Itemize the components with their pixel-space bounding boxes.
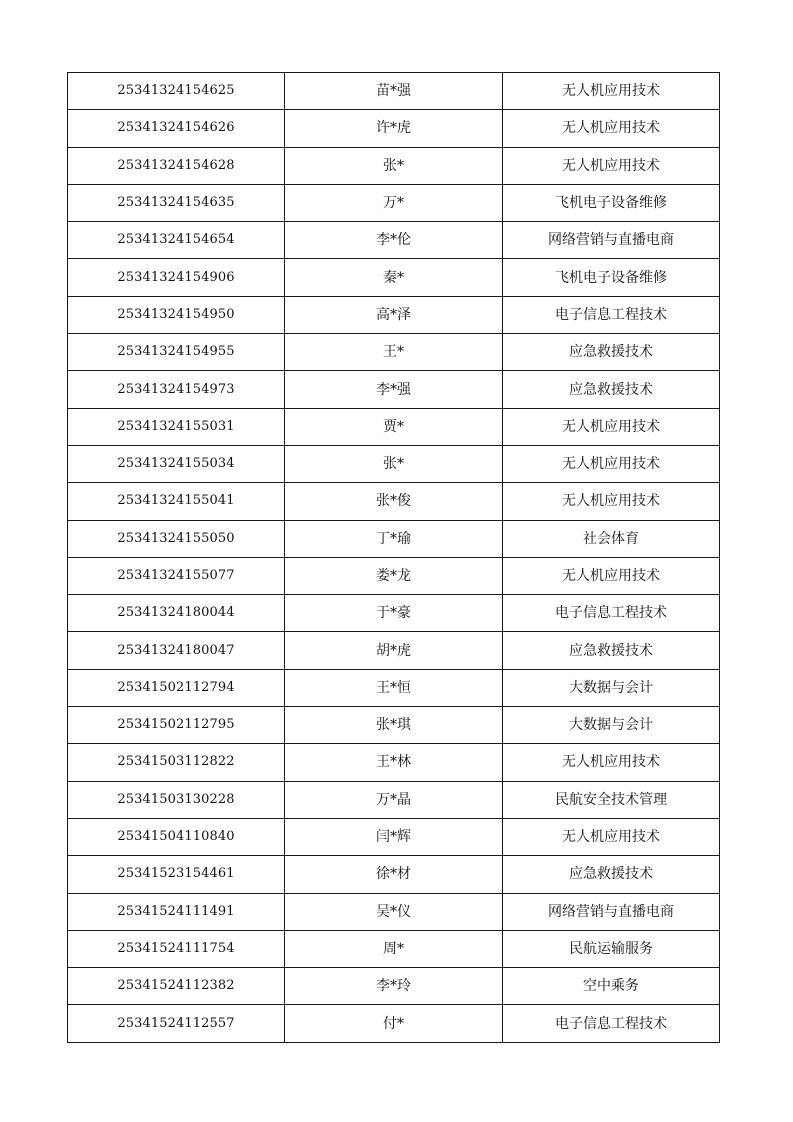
exam-number-cell: 25341324180044 [68, 595, 285, 632]
table-row [68, 781, 720, 818]
student-name-cell: 李*玲 [285, 968, 503, 1005]
table-row [68, 856, 720, 893]
student-name-cell: 王*林 [285, 744, 503, 781]
exam-number-cell: 25341324155050 [68, 520, 285, 557]
student-roster-table [67, 72, 720, 1043]
table-row [68, 73, 720, 110]
major-cell: 网络营销与直播电商 [503, 222, 720, 259]
student-name-cell: 吴*仪 [285, 893, 503, 930]
exam-number-cell: 25341324154973 [68, 371, 285, 408]
student-name-cell: 于*豪 [285, 595, 503, 632]
major-cell: 应急救援技术 [503, 371, 720, 408]
student-name-cell: 徐*材 [285, 856, 503, 893]
table-row [68, 147, 720, 184]
exam-number-cell: 25341324154654 [68, 222, 285, 259]
student-name-cell: 万*晶 [285, 781, 503, 818]
table-row [68, 707, 720, 744]
exam-number-cell: 25341524112557 [68, 1005, 285, 1042]
table-row [68, 632, 720, 669]
table-row [68, 893, 720, 930]
student-name-cell: 张*琪 [285, 707, 503, 744]
exam-number-cell: 25341502112794 [68, 669, 285, 706]
table-row [68, 744, 720, 781]
table-row [68, 184, 720, 221]
student-name-cell: 张* [285, 445, 503, 482]
exam-number-cell: 25341324154635 [68, 184, 285, 221]
roster-table-body [68, 73, 720, 1043]
student-name-cell: 苗*强 [285, 73, 503, 110]
exam-number-cell: 25341523154461 [68, 856, 285, 893]
major-cell: 电子信息工程技术 [503, 595, 720, 632]
student-name-cell: 王*恒 [285, 669, 503, 706]
exam-number-cell: 25341324155077 [68, 557, 285, 594]
exam-number-cell: 25341324155031 [68, 408, 285, 445]
exam-number-cell: 25341502112795 [68, 707, 285, 744]
major-cell: 无人机应用技术 [503, 744, 720, 781]
table-row [68, 296, 720, 333]
exam-number-cell: 25341524111754 [68, 930, 285, 967]
exam-number-cell: 25341324154950 [68, 296, 285, 333]
table-row [68, 968, 720, 1005]
table-row [68, 818, 720, 855]
major-cell: 无人机应用技术 [503, 147, 720, 184]
student-name-cell: 秦* [285, 259, 503, 296]
exam-number-cell: 25341503112822 [68, 744, 285, 781]
exam-number-cell: 25341324154628 [68, 147, 285, 184]
exam-number-cell: 25341324154625 [68, 73, 285, 110]
student-name-cell: 高*泽 [285, 296, 503, 333]
student-name-cell: 娄*龙 [285, 557, 503, 594]
exam-number-cell: 25341324155041 [68, 483, 285, 520]
major-cell: 电子信息工程技术 [503, 296, 720, 333]
table-row [68, 595, 720, 632]
major-cell: 飞机电子设备维修 [503, 184, 720, 221]
major-cell: 无人机应用技术 [503, 73, 720, 110]
table-row [68, 1005, 720, 1042]
exam-number-cell: 25341524111491 [68, 893, 285, 930]
table-row [68, 445, 720, 482]
major-cell: 无人机应用技术 [503, 408, 720, 445]
student-name-cell: 张*俊 [285, 483, 503, 520]
major-cell: 民航运输服务 [503, 930, 720, 967]
student-name-cell: 付* [285, 1005, 503, 1042]
exam-number-cell: 25341324154906 [68, 259, 285, 296]
student-name-cell: 胡*虎 [285, 632, 503, 669]
major-cell: 无人机应用技术 [503, 818, 720, 855]
table-row [68, 520, 720, 557]
exam-number-cell: 25341324180047 [68, 632, 285, 669]
major-cell: 无人机应用技术 [503, 483, 720, 520]
major-cell: 飞机电子设备维修 [503, 259, 720, 296]
table-row [68, 334, 720, 371]
major-cell: 应急救援技术 [503, 856, 720, 893]
student-name-cell: 万* [285, 184, 503, 221]
student-name-cell: 周* [285, 930, 503, 967]
table-row [68, 110, 720, 147]
student-name-cell: 许*虎 [285, 110, 503, 147]
table-row [68, 259, 720, 296]
major-cell: 大数据与会计 [503, 707, 720, 744]
major-cell: 电子信息工程技术 [503, 1005, 720, 1042]
table-row [68, 371, 720, 408]
table-row [68, 222, 720, 259]
exam-number-cell: 25341324154955 [68, 334, 285, 371]
student-name-cell: 李*强 [285, 371, 503, 408]
table-row [68, 483, 720, 520]
major-cell: 无人机应用技术 [503, 110, 720, 147]
student-name-cell: 李*伦 [285, 222, 503, 259]
major-cell: 无人机应用技术 [503, 445, 720, 482]
exam-number-cell: 25341524112382 [68, 968, 285, 1005]
student-name-cell: 贾* [285, 408, 503, 445]
major-cell: 社会体育 [503, 520, 720, 557]
exam-number-cell: 25341324155034 [68, 445, 285, 482]
table-row [68, 557, 720, 594]
major-cell: 无人机应用技术 [503, 557, 720, 594]
student-name-cell: 张* [285, 147, 503, 184]
table-row [68, 669, 720, 706]
table-row [68, 930, 720, 967]
major-cell: 应急救援技术 [503, 632, 720, 669]
major-cell: 大数据与会计 [503, 669, 720, 706]
table-row [68, 408, 720, 445]
major-cell: 网络营销与直播电商 [503, 893, 720, 930]
exam-number-cell: 25341504110840 [68, 818, 285, 855]
exam-number-cell: 25341324154626 [68, 110, 285, 147]
major-cell: 民航安全技术管理 [503, 781, 720, 818]
major-cell: 空中乘务 [503, 968, 720, 1005]
exam-number-cell: 25341503130228 [68, 781, 285, 818]
major-cell: 应急救援技术 [503, 334, 720, 371]
student-name-cell: 丁*瑜 [285, 520, 503, 557]
student-name-cell: 王* [285, 334, 503, 371]
student-name-cell: 闫*辉 [285, 818, 503, 855]
